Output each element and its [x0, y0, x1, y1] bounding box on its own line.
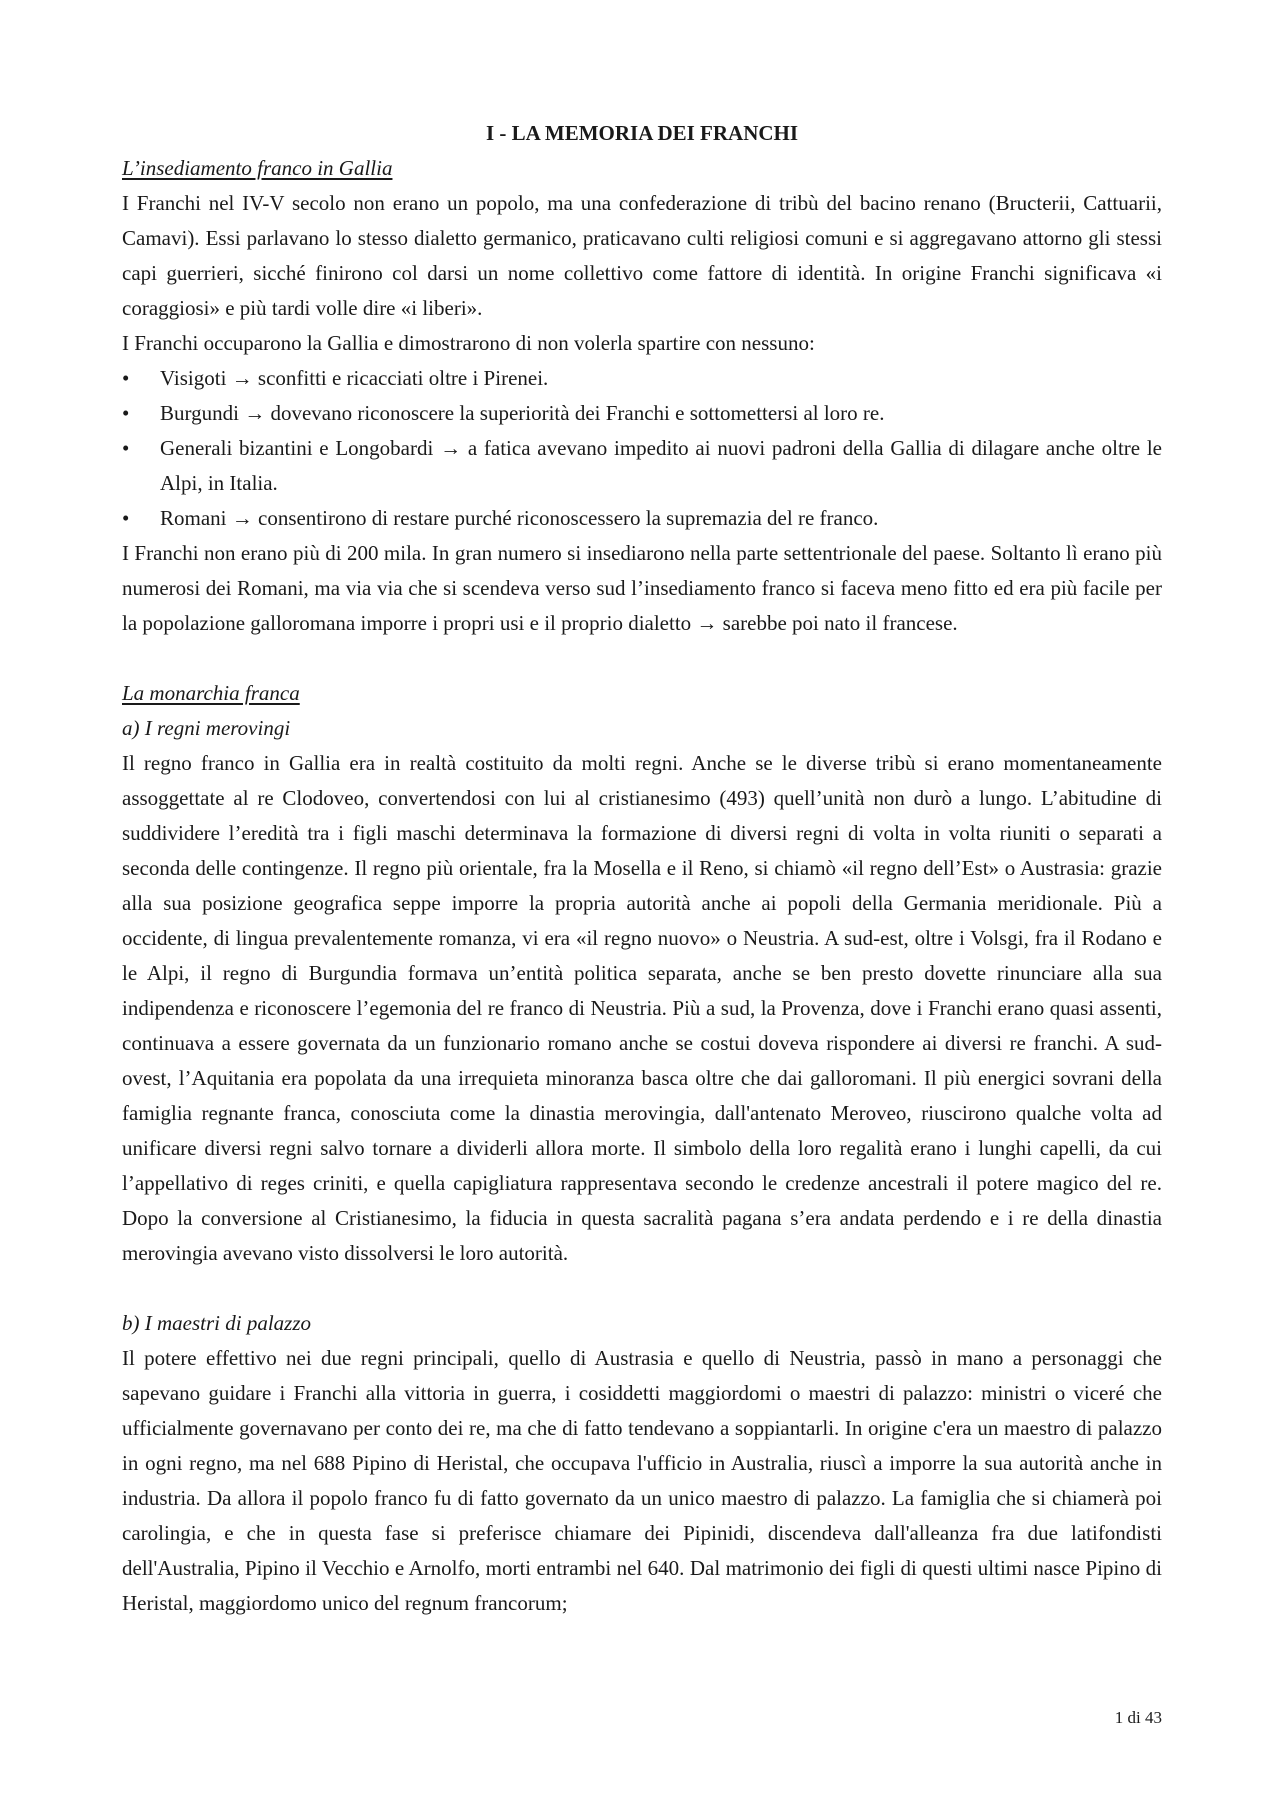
chapter-title: I - LA MEMORIA DEI FRANCHI	[485, 121, 799, 145]
section-title-monarchia: La monarchia franca	[122, 681, 300, 705]
bullet-icon: •	[122, 366, 130, 390]
list-item	[122, 361, 1162, 396]
paragraph-regni-merovingi: Il regno franco in Gallia era in realtà costituito da molti regni. Anche se le diverse tribù si erano momentaneamente assoggettate al re Clodoveo, convertendosi con lui al cristianesimo (493) quell’unità non durò a lungo. L’abitudine di suddividere l’eredità tra i figli maschi determinava la formazione di diversi regni di volta in volta riuniti o separati a seconda delle contingenze. Il regno più orientale, fra la Mosella e il Reno, si chiamò «il regno dell’Est» o Austrasia: grazie alla sua posizione geografica seppe imporre la propria autorità anche ai popoli della Germania meridionale. Più a occidente, di lingua prevalentemente romanza, vi era «il regno nuovo» o Neustria. A sud-est, oltre i Volsgi, fra il Rodano e le Alpi, il regno di Burgundia formava un’entità politica separata, anche se ben presto dovette rinunciare alla sua indipendenza e riconoscere l’egemonia del re franco di Neustria. Più a sud, la Provenza, dove i Franchi erano quasi assenti, continuava a essere governata da un funzionario romano anche se costui doveva rispondere ai diversi re franchi. A sud-ovest, l’Aquitania era popolata da una irrequieta minoranza basca oltre che dai galloromani. Il più energici sovrani della famiglia regnante franca, conosciuta come la dinastia merovingia, dall'antenato Meroveo, riuscirono qualche volta ad unificare diversi regni salvo tornare a dividerli allora morte. Il simbolo della loro regalità erano i lunghi capelli, da cui l’appellativo di reges criniti, e quella capigliatura rappresentava secondo le credenze ancestrali il potere magico del re. Dopo la conversione al Cristianesimo, la fiducia in questa sacralità pagana s’era andata perdendo e i re della dinastia merovingia avevano visto dissolversi le loro autorità.	[122, 751, 1162, 1265]
list-item	[122, 501, 1162, 536]
page-number: 1 di 43	[1114, 1708, 1162, 1727]
bullet-icon: •	[122, 436, 130, 460]
bullet-icon: •	[122, 401, 130, 425]
bullet-icon: •	[122, 506, 130, 530]
list-item-text: Romani → consentirono di restare purché riconoscessero la supremazia del re franco.	[160, 506, 879, 530]
subsection-title-regni: a) I regni merovingi	[122, 716, 291, 740]
paragraph-origins: I Franchi nel IV-V secolo non erano un popolo, ma una confederazione di tribù del bacino renano (Bructerii, Cattuarii, Camavi). Essi parlavano lo stesso dialetto germanico, praticavano culti religiosi comuni e si aggregavano attorno gli stessi capi guerrieri, sicché finirono col darsi un nome collettivo come fattore di identità. In origine Franchi significava «i coraggiosi» e più tardi volle dire «i liberi».	[122, 191, 1162, 320]
subsection-title-maestri: b) I maestri di palazzo	[122, 1311, 311, 1335]
section-spacer	[122, 1271, 1162, 1306]
list-item	[122, 396, 1162, 431]
document-page	[122, 116, 1162, 1621]
section-spacer	[122, 641, 1162, 676]
paragraph-settlement: I Franchi non erano più di 200 mila. In gran numero si insediarono nella parte settentrionale del paese. Soltanto lì erano più numerosi dei Romani, ma via via che si scendeva verso sud l’insediamento franco si faceva meno fitto ed era più facile per la popolazione galloromana imporre i propri usi e il proprio dialetto → sarebbe poi nato il francese.	[122, 541, 1162, 635]
list-item-text: Generali bizantini e Longobardi → a fatica avevano impedito ai nuovi padroni della Gallia di dilagare anche oltre le Alpi, in Italia.	[160, 436, 1162, 495]
list-item-text: Burgundi → dovevano riconoscere la superiorità dei Franchi e sottomettersi al loro re.	[160, 401, 885, 425]
list-item	[122, 431, 1162, 501]
paragraph-occupation: I Franchi occuparono la Gallia e dimostrarono di non volerla spartire con nessuno:	[122, 331, 815, 355]
paragraph-maestri-palazzo: Il potere effettivo nei due regni principali, quello di Austrasia e quello di Neustria, passò in mano a personaggi che sapevano guidare i Franchi alla vittoria in guerra, i cosiddetti maggiordomi o maestri di palazzo: ministri o viceré che ufficialmente governavano per conto dei re, ma che di fatto tendevano a soppiantarli. In origine c'era un maestro di palazzo in ogni regno, ma nel 688 Pipino di Heristal, che occupava l'ufficio in Australia, riuscì a imporre la sua autorità anche in industria. Da allora il popolo franco fu di fatto governato da un unico maestro di palazzo. La famiglia che si chiamerà poi carolingia, e che in questa fase si preferisce chiamare dei Pipinidi, discendeva dall'alleanza fra due latifondisti dell'Australia, Pipino il Vecchio e Arnolfo, morti entrambi nel 640. Dal matrimonio dei figli di questi ultimi nasce Pipino di Heristal, maggiordomo unico del regnum francorum;	[122, 1346, 1162, 1615]
list-item-text: Visigoti → sconfitti e ricacciati oltre i Pirenei.	[160, 366, 549, 390]
section-title-insediamento: L’insediamento franco in Gallia	[122, 156, 393, 180]
peoples-list	[122, 361, 1162, 536]
